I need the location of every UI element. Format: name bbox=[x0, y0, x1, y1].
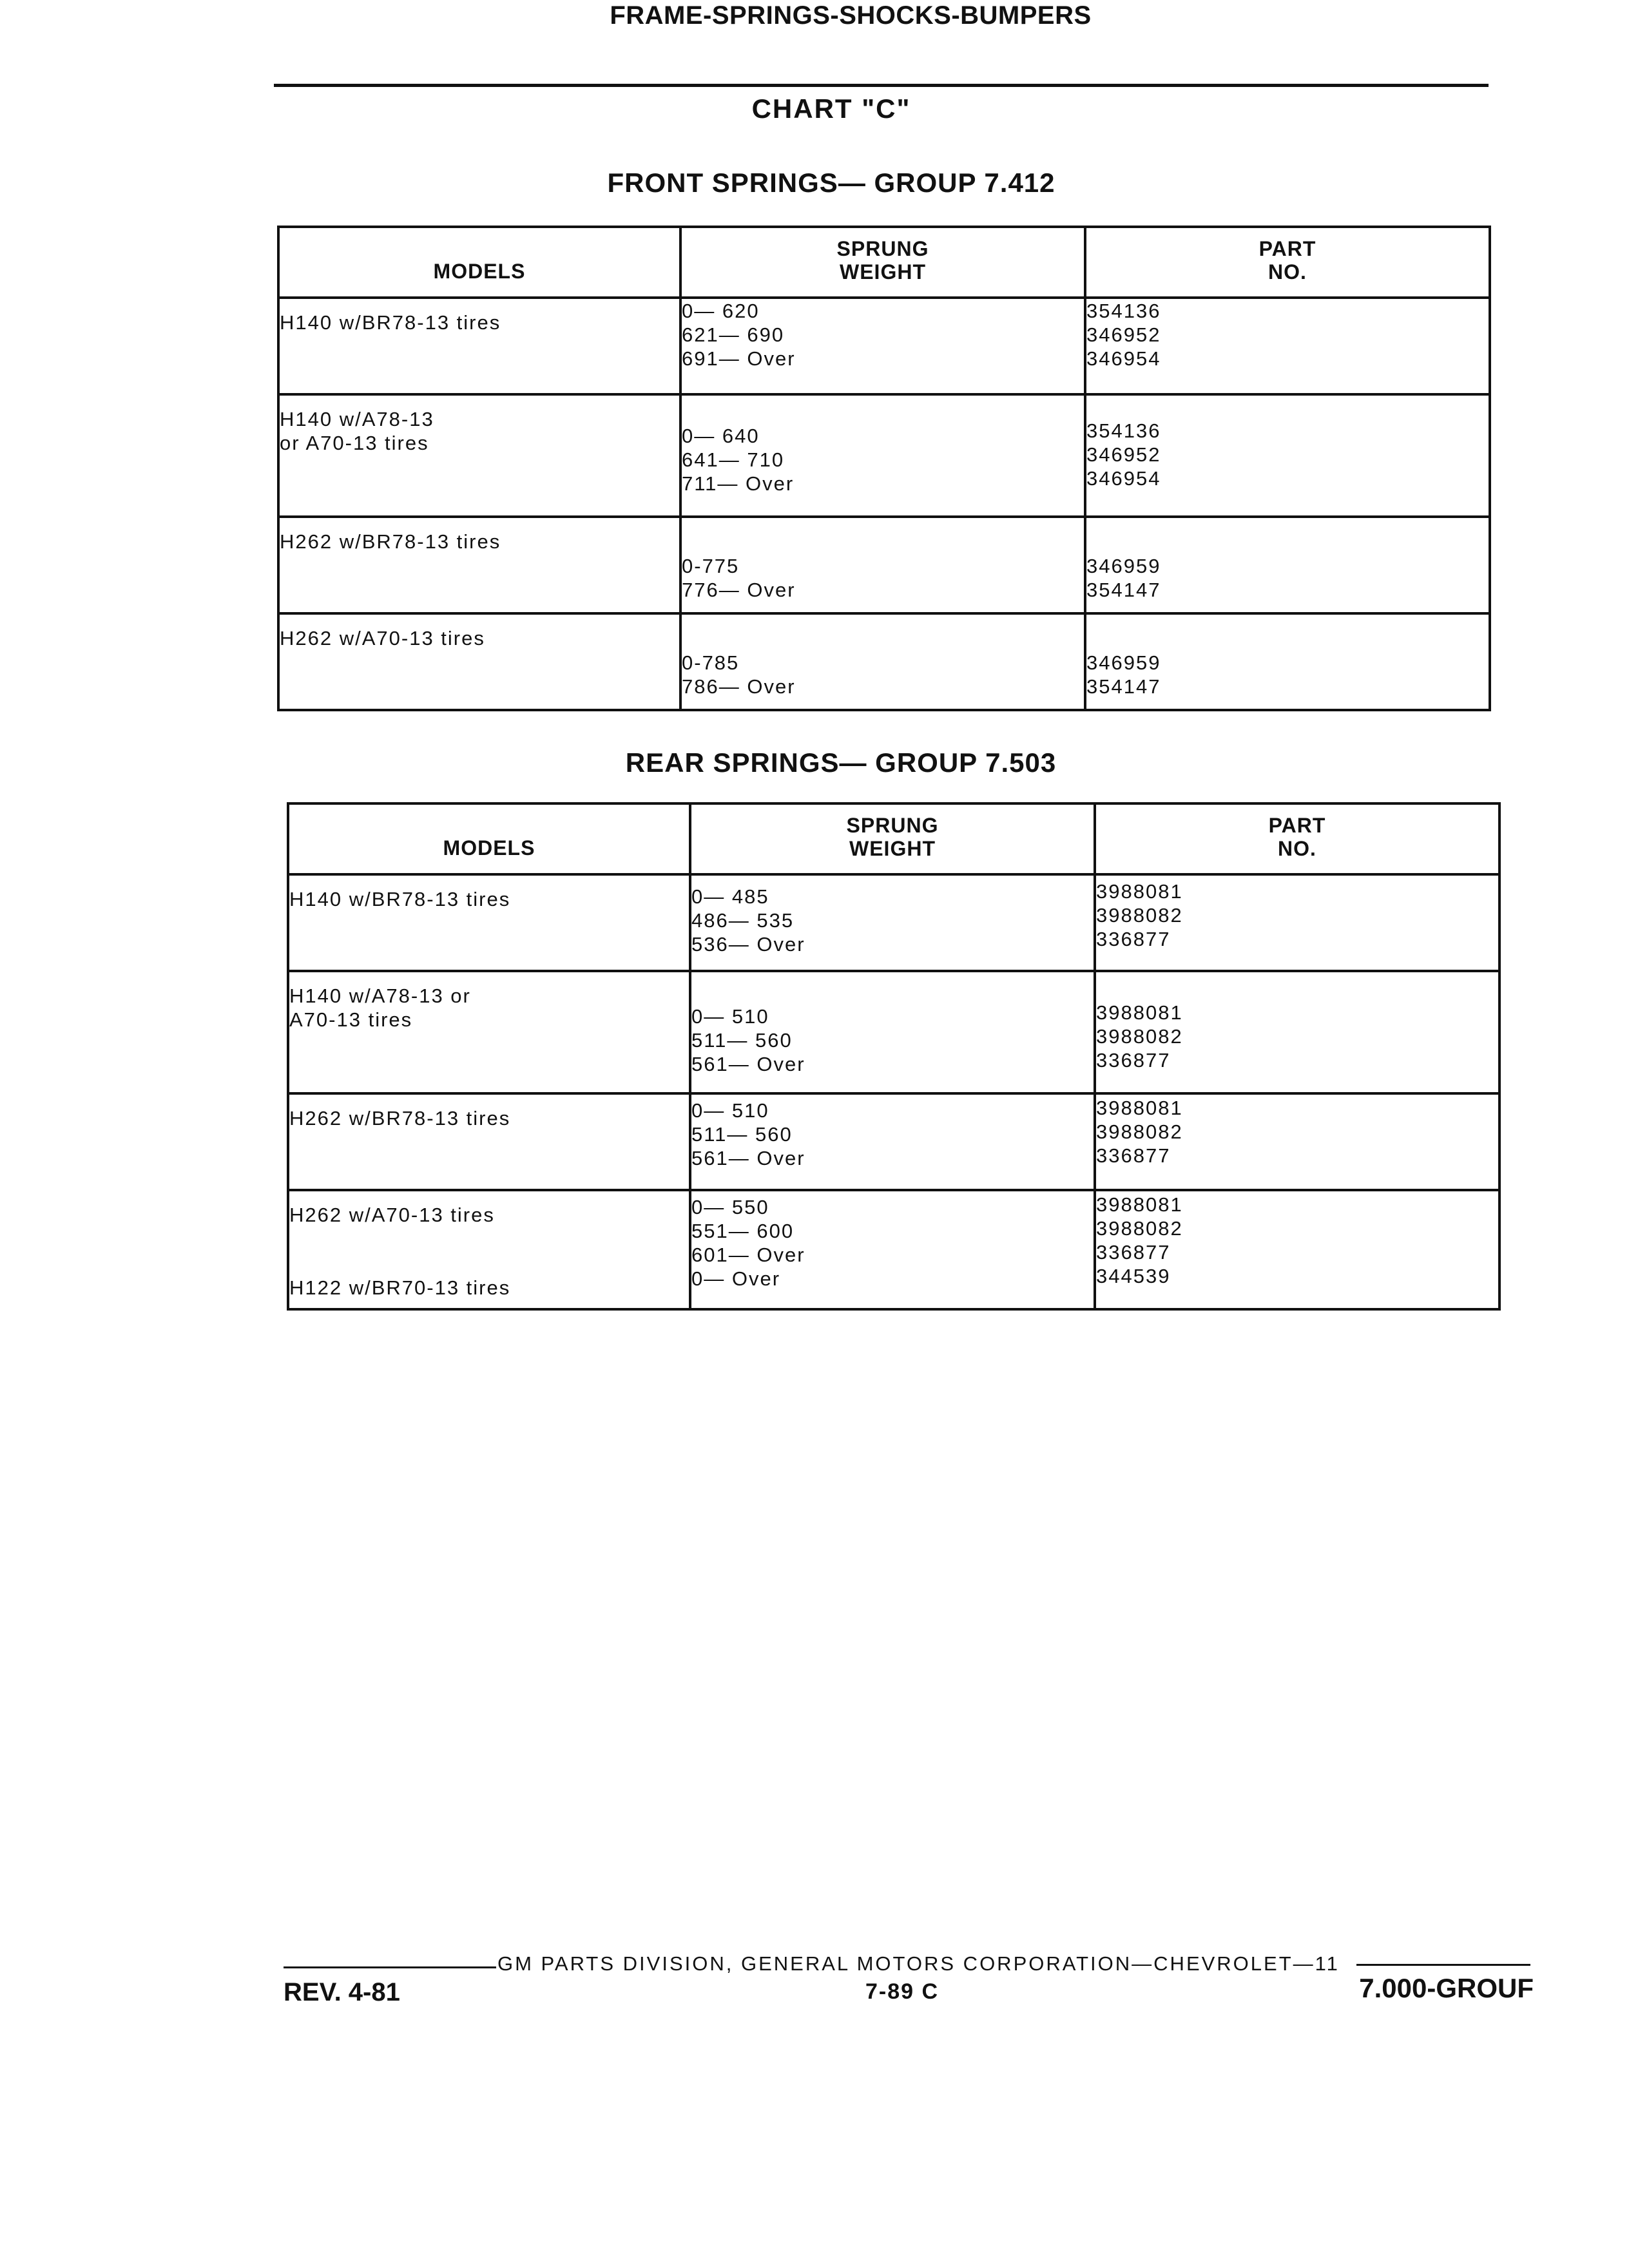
rear-weight-header: SPRUNG WEIGHT bbox=[690, 803, 1095, 874]
front-row-1-parts: 354136 346952 346954 bbox=[1085, 298, 1490, 394]
table-row bbox=[288, 971, 1499, 1093]
front-row-3-models: H262 w/BR78-13 tires bbox=[278, 517, 680, 613]
rear-row-3-models: H262 w/BR78-13 tires bbox=[288, 1093, 690, 1190]
table-row bbox=[288, 1093, 1499, 1190]
rear-springs-title: REAR SPRINGS— GROUP 7.503 bbox=[625, 747, 1057, 778]
front-springs-title: FRONT SPRINGS— GROUP 7.412 bbox=[607, 168, 1055, 198]
front-row-3-weights: 0-775 776— Over bbox=[680, 517, 1085, 613]
footer-division: GM PARTS DIVISION, GENERAL MOTORS CORPORATION—CHEVROLET—11 bbox=[497, 1952, 1340, 1975]
rear-row-3-weights: 0— 510 511— 560 561— Over bbox=[690, 1093, 1095, 1190]
front-row-3-parts: 346959 354147 bbox=[1085, 517, 1490, 613]
footer-rule-left bbox=[284, 1966, 496, 1968]
group-label: 7.000-GROUF bbox=[1359, 1973, 1534, 2003]
rear-models-header: MODELS bbox=[288, 803, 690, 874]
front-springs-table bbox=[277, 226, 1491, 711]
front-row-4-weights: 0-785 786— Over bbox=[680, 613, 1085, 710]
front-row-4-models: H262 w/A70-13 tires bbox=[278, 613, 680, 710]
rear-springs-table bbox=[287, 802, 1501, 1311]
rear-row-2-parts: 3988081 3988082 336877 bbox=[1095, 971, 1499, 1093]
page-number: 7-89 C bbox=[865, 1979, 940, 2004]
rear-row-1-parts: 3988081 3988082 336877 bbox=[1095, 874, 1499, 971]
front-weight-header: SPRUNG WEIGHT bbox=[680, 227, 1085, 298]
page-header-title: FRAME-SPRINGS-SHOCKS-BUMPERS bbox=[610, 1, 1092, 30]
revision-label: REV. 4-81 bbox=[284, 1978, 400, 2006]
rear-row-2-weights: 0— 510 511— 560 561— Over bbox=[690, 971, 1095, 1093]
rear-row-1-models: H140 w/BR78-13 tires bbox=[288, 874, 690, 971]
table-row bbox=[278, 517, 1490, 613]
front-row-2-parts: 354136 346952 346954 bbox=[1085, 394, 1490, 517]
rear-row-3-parts: 3988081 3988082 336877 bbox=[1095, 1093, 1499, 1190]
rear-row-1-weights: 0— 485 486— 535 536— Over bbox=[690, 874, 1095, 971]
front-models-header: MODELS bbox=[278, 227, 680, 298]
table-row bbox=[278, 298, 1490, 394]
rear-row-4-parts: 3988081 3988082 336877 344539 bbox=[1095, 1190, 1499, 1309]
header-rule bbox=[274, 84, 1489, 87]
table-row bbox=[278, 613, 1490, 710]
table-row bbox=[288, 1190, 1499, 1309]
front-row-2-weights: 0— 640 641— 710 711— Over bbox=[680, 394, 1085, 517]
front-row-4-parts: 346959 354147 bbox=[1085, 613, 1490, 710]
rear-row-4-weights: 0— 550 551— 600 601— Over 0— Over bbox=[690, 1190, 1095, 1309]
front-row-2-models: H140 w/A78-13 or A70-13 tires bbox=[278, 394, 680, 517]
chart-title: CHART "C" bbox=[751, 93, 911, 124]
footer-rule-right bbox=[1356, 1964, 1530, 1966]
front-part-header: PART NO. bbox=[1085, 227, 1490, 298]
rear-part-header: PART NO. bbox=[1095, 803, 1499, 874]
rear-row-4-models: H262 w/A70-13 tires H122 w/BR70-13 tires bbox=[288, 1190, 690, 1309]
table-row bbox=[278, 394, 1490, 517]
table-row bbox=[288, 874, 1499, 971]
rear-row-2-models: H140 w/A78-13 or A70-13 tires bbox=[288, 971, 690, 1093]
front-row-1-weights: 0— 620 621— 690 691— Over bbox=[680, 298, 1085, 394]
front-row-1-models: H140 w/BR78-13 tires bbox=[278, 298, 680, 394]
